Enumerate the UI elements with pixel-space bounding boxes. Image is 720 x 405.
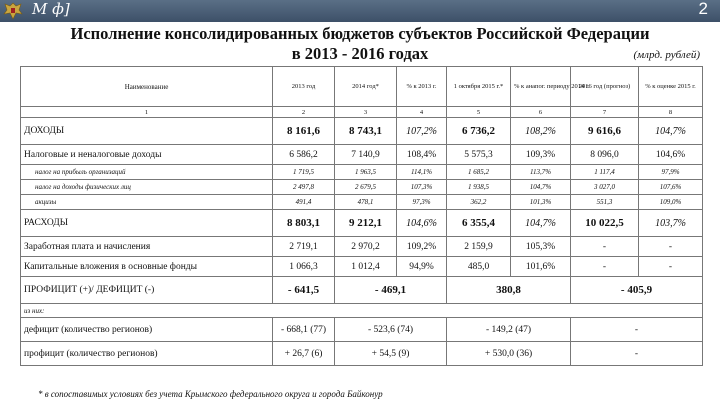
table-cell: - [571,318,703,342]
header-cell: % к 2013 г. [397,67,447,107]
ministry-logo-text: М ф] [32,0,70,18]
table-cell: - [639,237,703,257]
table-cell: - [571,342,703,366]
table-cell: 1 685,2 [447,165,511,180]
page-title-line-1: Исполнение консолидированных бюджетов субъектов Российской Федерации [70,24,650,43]
table-cell: - 668,1 (77) [273,318,335,342]
table-cell: 6 586,2 [273,145,335,165]
table-cell: 108,2% [511,118,571,145]
header-cell: 2013 год [273,67,335,107]
header-cell: % к оценке 2015 г. [639,67,703,107]
table-cell: 1 963,5 [335,165,397,180]
table-row [21,257,703,277]
table-cell: 108,4% [397,145,447,165]
row-label: дефицит (количество регионов) [21,318,273,342]
table-cell: 2 159,9 [447,237,511,257]
table-cell: 362,2 [447,195,511,210]
column-number: 3 [335,107,397,118]
table-cell: + 530,0 (36) [447,342,571,366]
table-cell: + 26,7 (6) [273,342,335,366]
column-number: 6 [511,107,571,118]
coat-of-arms-icon [2,1,24,21]
table-cell: 94,9% [397,257,447,277]
table-cell: 2 679,5 [335,180,397,195]
table-cell: 2 719,1 [273,237,335,257]
table-cell: 10 022,5 [571,210,639,237]
row-label: налог на доходы физических лиц [21,180,273,195]
table-row [21,145,703,165]
header-cell: % к анапог. периоду 2014 г. [511,67,571,107]
table-cell: 8 161,6 [273,118,335,145]
row-label: профицит (количество регионов) [21,342,273,366]
header-cell: 2016 год (прогноз) [571,67,639,107]
table-cell: 104,7% [639,118,703,145]
page-number: 2 [698,0,708,18]
table-cell: - 149,2 (47) [447,318,571,342]
table-row [21,195,703,210]
row-label: из них: [21,304,703,318]
table-cell: 7 140,9 [335,145,397,165]
table-cell: 107,6% [639,180,703,195]
row-label: ДОХОДЫ [21,118,273,145]
table-cell: 1 938,5 [447,180,511,195]
table-cell: 109,0% [639,195,703,210]
table-cell: 104,6% [639,145,703,165]
table-cell: - [571,237,639,257]
table-cell: 104,6% [397,210,447,237]
table-cell: 8 803,1 [273,210,335,237]
table-cell: 6 736,2 [447,118,511,145]
page-title-line-2: в 2013 - 2016 годах [291,44,429,63]
table-row [21,342,703,366]
table-cell: 113,7% [511,165,571,180]
row-label: налог на прибыль организаций [21,165,273,180]
table-row [21,304,703,318]
table-cell: 2 970,2 [335,237,397,257]
table-cell: 104,7% [511,180,571,195]
table-cell: 109,3% [511,145,571,165]
row-label: РАСХОДЫ [21,210,273,237]
table-cell: - 641,5 [273,277,335,304]
table-cell: 97,9% [639,165,703,180]
table-cell: 9 616,6 [571,118,639,145]
column-number: 5 [447,107,511,118]
row-label: Налоговые и неналоговые доходы [21,145,273,165]
table-cell: 9 212,1 [335,210,397,237]
table-cell: 101,6% [511,257,571,277]
table-cell: 105,3% [511,237,571,257]
table-cell: - [571,257,639,277]
header-cell: 1 октября 2015 г.* [447,67,511,107]
table-header-row [21,67,703,107]
table-cell: 1 066,3 [273,257,335,277]
table-row [21,210,703,237]
table-cell: 8 743,1 [335,118,397,145]
header-cell: 2014 год* [335,67,397,107]
table-cell: 103,7% [639,210,703,237]
column-number-row [21,107,703,118]
table-row [21,318,703,342]
table-cell: 3 027,0 [571,180,639,195]
column-number: 2 [273,107,335,118]
column-number: 8 [639,107,703,118]
table-row [21,277,703,304]
row-label: ПРОФИЦИТ (+)/ ДЕФИЦИТ (-) [21,277,273,304]
table-cell: 97,3% [397,195,447,210]
table-cell: 485,0 [447,257,511,277]
table-cell: 551,3 [571,195,639,210]
table-cell: - 405,9 [571,277,703,304]
column-number: 7 [571,107,639,118]
table-cell: - [639,257,703,277]
table-cell: - 523,6 (74) [335,318,447,342]
table-cell: 114,1% [397,165,447,180]
table-cell: 109,2% [397,237,447,257]
footnote: * в сопоставимых условиях без учета Крымского федерального округа и города Байконур [38,389,383,399]
table-cell: 1 012,4 [335,257,397,277]
table-cell: 380,8 [447,277,571,304]
table-row [21,237,703,257]
unit-note: (млрд. рублей) [633,49,700,61]
table-cell: 1 719,5 [273,165,335,180]
table-cell: 6 355,4 [447,210,511,237]
table-cell: 101,3% [511,195,571,210]
row-label: Капитальные вложения в основные фонды [21,257,273,277]
table-cell: 5 575,3 [447,145,511,165]
top-bar [0,0,720,22]
table-row [21,180,703,195]
budget-table [20,66,703,366]
row-label: Заработная плата и начисления [21,237,273,257]
table-cell: 478,1 [335,195,397,210]
header-cell: Наименование [21,67,273,107]
column-number: 4 [397,107,447,118]
table-cell: 107,2% [397,118,447,145]
table-cell: 8 096,0 [571,145,639,165]
table-cell: + 54,5 (9) [335,342,447,366]
table-cell: 2 497,8 [273,180,335,195]
table-cell: 491,4 [273,195,335,210]
column-number: 1 [21,107,273,118]
table-cell: 104,7% [511,210,571,237]
table-cell: 1 117,4 [571,165,639,180]
table-cell: - 469,1 [335,277,447,304]
table-row [21,165,703,180]
table-row [21,118,703,145]
row-label: акцизы [21,195,273,210]
table-cell: 107,3% [397,180,447,195]
